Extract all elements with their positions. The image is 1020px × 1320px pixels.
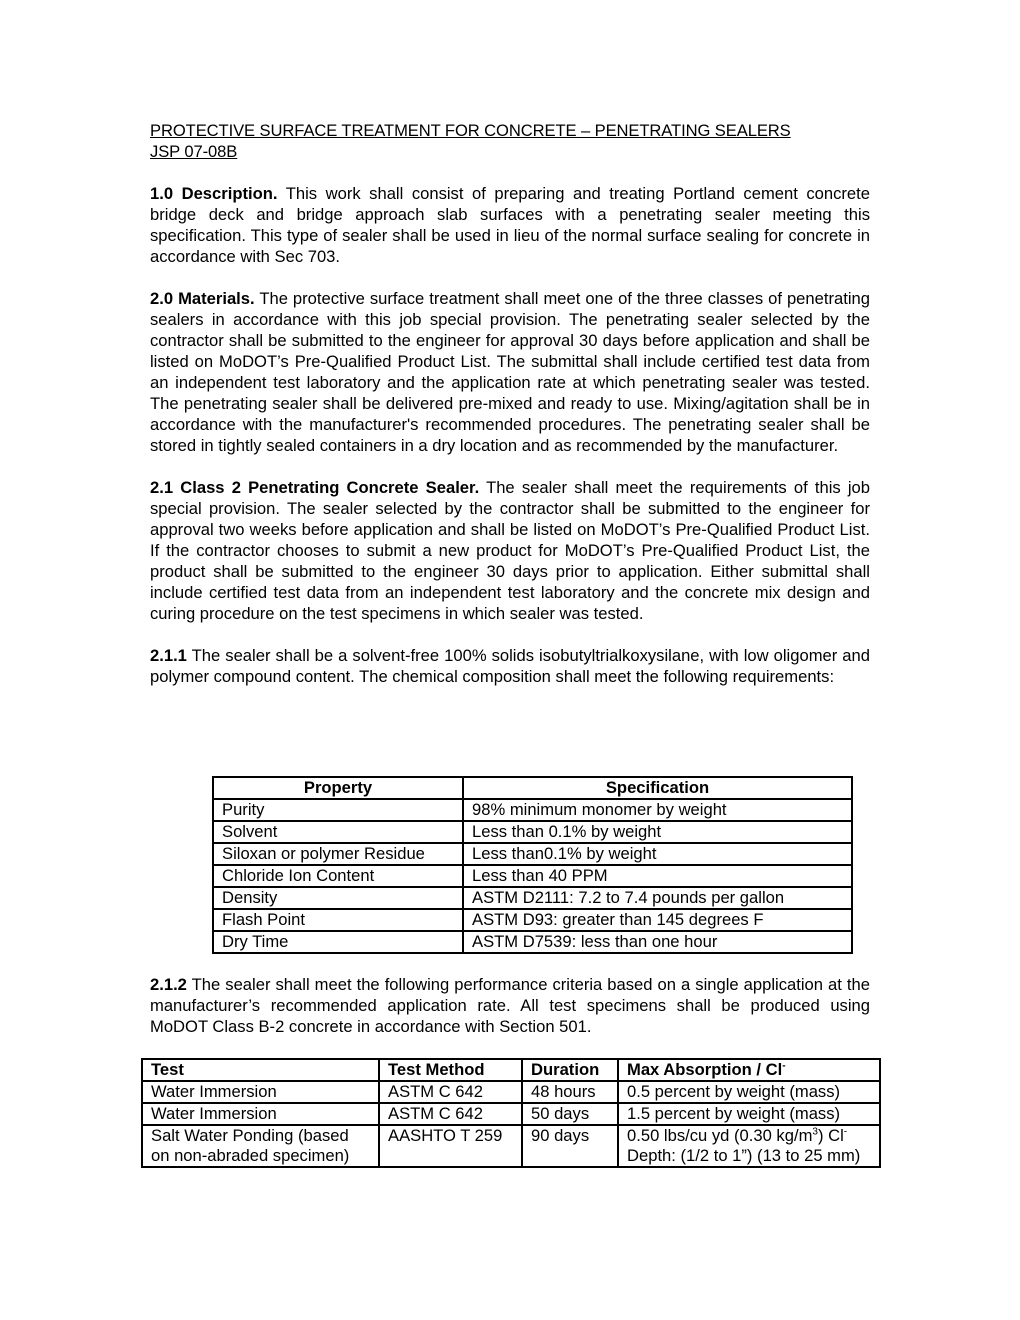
document-page [150,120,870,687]
specification-cell: ASTM D2111: 7.2 to 7.4 pounds per gallon [463,887,852,909]
test-method-cell: ASTM C 642 [379,1081,522,1103]
specification-cell: 98% minimum monomer by weight [463,799,852,821]
table-row [142,1125,880,1167]
table-row [213,843,852,865]
table-row [213,909,852,931]
table-row [213,799,852,821]
section-2-1-2 [150,974,870,1037]
document-title [150,120,870,162]
section-heading: 1.0 Description. [150,184,278,203]
property-cell: Chloride Ion Content [213,865,463,887]
table-header-row [142,1059,880,1081]
column-header-max-absorption: Max Absorption / Cl- [618,1059,880,1081]
section-body: The protective surface treatment shall meet one of the three classes of penetrating sealers in accordance with this job special provision. The penetrating sealer selected by the contractor shall be submitted to the engineer for approval 30 days before application and shall be listed on MoDOT’s Pre-Qualified Product List. The submittal shall include certified test data from an independent test laboratory and the application rate at which penetrating sealer was tested. The penetrating sealer shall be delivered pre-mixed and ready to use. Mixing/agitation shall be in accordance with the manufacturer's recommended procedures. The penetrating sealer shall be stored in tightly sealed containers in a dry location and as recommended by the manufacturer. [150,289,870,455]
specification-cell: Less than 0.1% by weight [463,821,852,843]
section-heading: 2.1.1 [150,646,187,665]
section-heading: 2.1.2 [150,975,187,994]
composition-table [212,776,853,954]
property-cell: Purity [213,799,463,821]
test-cell: Salt Water Ponding (based on non-abraded specimen) [142,1125,379,1167]
table-row [142,1103,880,1125]
section-body: The sealer shall be a solvent-free 100% solids isobutyltrialkoxysilane, with low oligomer and polymer compound content. The chemical composition shall meet the following requirements: [150,646,870,686]
property-cell: Siloxan or polymer Residue [213,843,463,865]
table-header-row [213,777,852,799]
column-header-test-method: Test Method [379,1059,522,1081]
section-body: This work shall consist of preparing and treating Portland cement concrete bridge deck and bridge approach slab surfaces with a penetrating sealer meeting this specification. This type of sealer shall be used in lieu of the normal surface sealing for concrete in accordance with Sec 703. [150,184,870,266]
property-cell: Flash Point [213,909,463,931]
table-row [213,931,852,953]
title-line-1: PROTECTIVE SURFACE TREATMENT FOR CONCRETE – PENETRATING SEALERS [150,121,791,140]
duration-cell: 48 hours [522,1081,618,1103]
section-body: The sealer shall meet the requirements of this job special provision. The sealer selected by the contractor shall be submitted to the engineer for approval two weeks before application and shall be listed on MoDOT’s Pre-Qualified Product List. If the contractor chooses to submit a new product for MoDOT’s Pre-Qualified Product List, the product shall be submitted to the engineer 30 days prior to application. Either submittal shall include certified test data from an independent test laboratory and the concrete mix design and curing procedure on the test specimens in which sealer was tested. [150,478,870,623]
column-header-duration: Duration [522,1059,618,1081]
test-cell: Water Immersion [142,1081,379,1103]
max-absorption-cell: 0.5 percent by weight (mass) [618,1081,880,1103]
duration-cell: 50 days [522,1103,618,1125]
table-row [213,887,852,909]
column-header-property: Property [213,777,463,799]
section-heading: 2.0 Materials. [150,289,255,308]
max-absorption-cell: 1.5 percent by weight (mass) [618,1103,880,1125]
specification-cell: Less than0.1% by weight [463,843,852,865]
property-cell: Dry Time [213,931,463,953]
property-cell: Density [213,887,463,909]
specification-cell: ASTM D93: greater than 145 degrees F [463,909,852,931]
specification-cell: Less than 40 PPM [463,865,852,887]
title-line-2: JSP 07-08B [150,142,238,161]
test-method-cell: AASHTO T 259 [379,1125,522,1167]
duration-cell: 90 days [522,1125,618,1167]
section-heading: 2.1 Class 2 Penetrating Concrete Sealer. [150,478,480,497]
table-row [213,865,852,887]
column-header-test: Test [142,1059,379,1081]
column-header-specification: Specification [463,777,852,799]
section-body: The sealer shall meet the following performance criteria based on a single application at the manufacturer’s recommended application rate. All test specimens shall be produced using MoDOT Class B-2 concrete in accordance with Section 501. [150,975,870,1036]
test-method-cell: ASTM C 642 [379,1103,522,1125]
property-cell: Solvent [213,821,463,843]
performance-table [141,1058,881,1168]
section-2-1-class-2-sealer [150,477,870,624]
section-2-0-materials [150,288,870,456]
table-row [142,1081,880,1103]
section-1-0-description [150,183,870,267]
specification-cell: ASTM D7539: less than one hour [463,931,852,953]
test-cell: Water Immersion [142,1103,379,1125]
max-absorption-cell: 0.50 lbs/cu yd (0.30 $kg/m^3$) Cl- Depth: (1/2 to 1”) (13 to 25 mm) [618,1125,880,1167]
section-2-1-1 [150,645,870,687]
table-row [213,821,852,843]
